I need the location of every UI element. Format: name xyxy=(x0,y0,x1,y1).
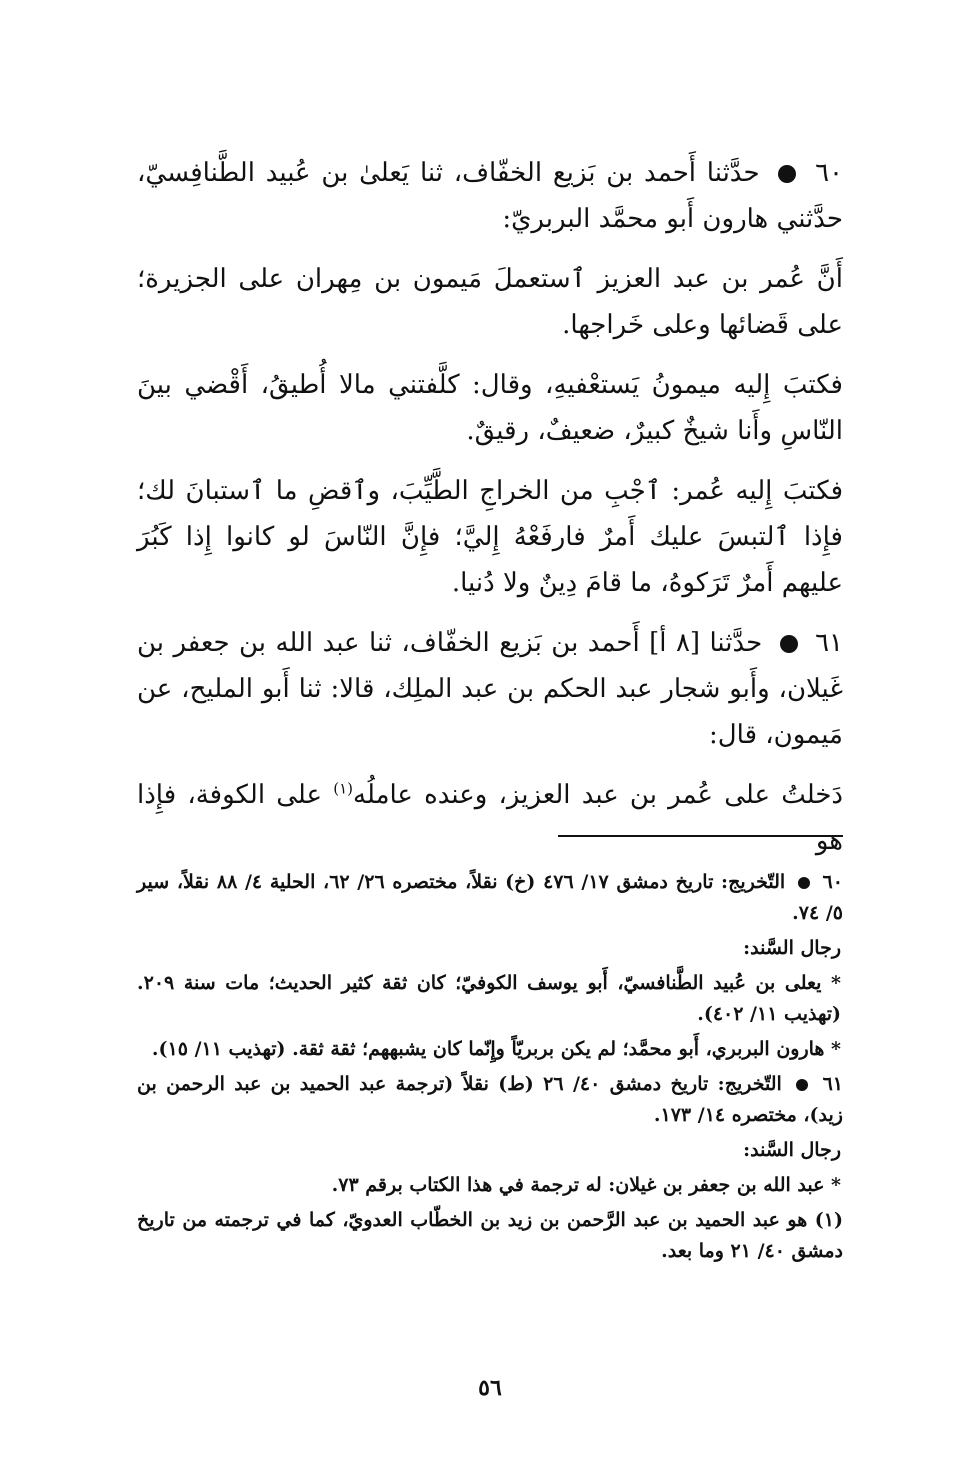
hadith-isnad: حدَّثنا [٨ أ] أَحمد بن بَزيع الخفّاف، ثنا عبد الله بن جعفر بن غَيلان، وأَبو شجار عبد الحكم بن عبد الملِك، قالا: ثنا أَبو المليح، عن مَيمون، قال: xyxy=(137,628,843,750)
footnote-text: هو عبد الحميد بن عبد الرَّحمن بن زيد بن الخطّاب العدويّ، كما في ترجمته من تاريخ دمشق ٤٠/ ٢١ وما بعد. xyxy=(137,1209,843,1262)
hadith-paragraph: فكتبَ إِليه ميمونُ يَستعْفيهِ، وقال: كلَّفتني مالا أُطيقُ، أَقْضي بينَ النّاسِ وأَنا شيخٌ كبيرٌ، ضعيفٌ، رقيقٌ. xyxy=(137,370,843,446)
book-page xyxy=(137,0,843,1461)
bullet-dot-icon xyxy=(780,635,798,653)
main-text xyxy=(137,150,843,878)
hadith-61-paragraph xyxy=(137,620,843,758)
rijal-item: * يعلى بن عُبيد الطَّنافسيّ، أَبو يوسف الكوفيّ؛ كان ثقة كثير الحديث؛ مات سنة ٢٠٩. (تهذيب ١١/ ٤٠٢). xyxy=(137,972,841,1025)
rijal-item: * هارون البربري، أَبو محمَّد؛ لم يكن بربريّاً وإِنّما كان يشبههم؛ ثقة ثقة. (تهذيب ١١/ ١٥). xyxy=(151,1038,841,1060)
hadith-paragraph: فكتبَ إِليه عُمر: ٱجْبِ من الخراجِ الطَّيِّبَ، وٱقضِ ما ٱستبانَ لك؛ فإِذا ٱلتبسَ عليك أَمرٌ فارفَعْهُ إِليَّ؛ فإِنَّ النّاسَ لو كانوا إِذا كَبُرَ عليهم أَمرٌ تَرَكوهُ، ما قامَ دِينٌ ولا دُنيا. xyxy=(137,476,843,598)
footnote-takhrij-60 xyxy=(137,867,843,929)
bullet-dot-icon xyxy=(778,165,796,183)
hadith-paragraph xyxy=(137,772,843,864)
footnotes xyxy=(137,867,843,1271)
hadith-isnad: حدَّثنا أَحمد بن بَزيع الخفّاف، ثنا يَعلىٰ بن عُبيد الطَّنافِسيّ، حدَّثني هارون أَبو محمَّد البربريّ: xyxy=(137,158,843,234)
rijal-heading: رجال السَّند: xyxy=(743,937,841,959)
rijal-heading: رجال السَّند: xyxy=(743,1139,841,1161)
hadith-text: دَخلتُ على عُمر بن عبد العزيز، وعنده عاملُه xyxy=(353,780,843,810)
footnote-ref: (١) xyxy=(333,779,354,798)
footnote-divider xyxy=(558,835,843,837)
footnote-text: التّخريج: تاريخ دمشق ١٧/ ٤٧٦ (خ) نقلاً، مختصره ٢٦/ ٦٢، الحلية ٤/ ٨٨ نقلاً، سير ٥/ ٧٤. xyxy=(137,871,843,924)
page-number: ٥٦ xyxy=(478,1375,502,1401)
footnote-number: ٦٠ xyxy=(822,871,843,893)
footnote-number: (١) xyxy=(814,1209,844,1231)
footnote-takhrij-61 xyxy=(137,1069,843,1131)
footnote-text: التّخريج: تاريخ دمشق ٤٠/ ٢٦ (ط) نقلاً (ترجمة عبد الحميد بن عبد الرحمن بن زيد)، مختصره ١٤/ ١٧٣. xyxy=(137,1073,843,1126)
rijal-item: * عبد الله بن جعفر بن غيلان: له ترجمة في هذا الكتاب برقم ٧٣. xyxy=(331,1174,841,1196)
hadith-text: على الكوفة، فإِذا هو xyxy=(137,780,843,856)
bullet-dot-icon xyxy=(796,1079,808,1091)
hadith-paragraph: أَنَّ عُمر بن عبد العزيز ٱستعملَ مَيمون بن مِهران على الجزيرة؛ على قَضائها وعلى خَراجها. xyxy=(137,264,843,340)
hadith-60-paragraph xyxy=(137,150,843,242)
bullet-dot-icon xyxy=(798,877,810,889)
footnote-ref-1 xyxy=(137,1205,843,1267)
hadith-number: ٦١ xyxy=(815,628,844,658)
hadith-number: ٦٠ xyxy=(815,158,844,188)
footnote-number: ٦١ xyxy=(822,1073,843,1095)
